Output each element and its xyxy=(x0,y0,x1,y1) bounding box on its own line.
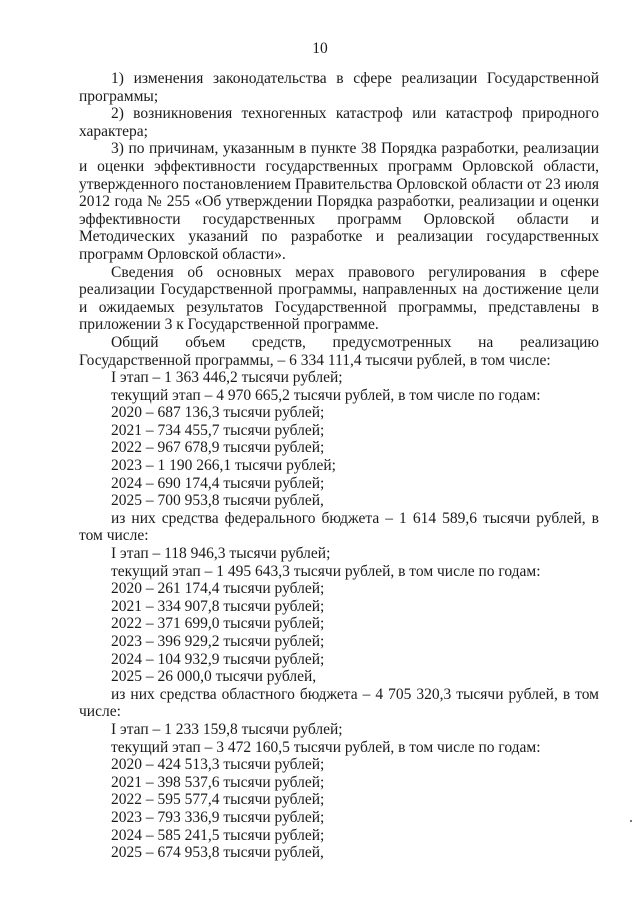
federal-year-2023: 2023 – 396 929,2 тысячи рублей; xyxy=(111,633,325,650)
regional-year-2025: 2025 – 674 953,8 тысячи рублей, xyxy=(111,844,324,862)
total-year-2024: 2024 – 690 174,4 тысячи рублей; xyxy=(111,474,325,492)
scan-speck xyxy=(630,820,632,822)
paragraph-legislation-changes: 1) изменения законодательства в сфере реализации Государственной программы; xyxy=(79,70,599,105)
regional-year-2022: 2022 – 595 577,4 тысячи рублей; xyxy=(111,791,325,809)
federal-current-stage: текущий этап – 1 495 643,3 тысячи рублей, в том числе по годам: xyxy=(111,562,541,580)
page-number: 10 xyxy=(312,40,328,57)
federal-year-2024: 2024 – 104 932,9 тысячи рублей; xyxy=(111,650,325,668)
total-year-2021: 2021 – 734 455,7 тысячи рублей; xyxy=(111,421,325,439)
regional-budget-intro: из них средства областного бюджета – 4 705 320,3 тысячи рублей, в том числе: xyxy=(79,685,599,721)
total-stage1: I этап – 1 363 446,2 тысячи рублей; xyxy=(111,369,343,387)
federal-year-2025: 2025 – 26 000,0 тысячи рублей, xyxy=(111,668,317,686)
federal-year-2020: 2020 – 261 174,4 тысячи рублей; xyxy=(111,580,325,598)
total-current-stage: текущий этап – 4 970 665,2 тысячи рублей, в том числе по годам: xyxy=(111,386,541,404)
regional-year-2021: 2021 – 398 537,6 тысячи рублей; xyxy=(111,773,325,791)
federal-year-2021: 2021 – 334 907,8 тысячи рублей; xyxy=(111,597,325,615)
paragraph-total-funding: Общий объем средств, предусмотренных на реализацию Государственной программы, – 6 334 111,4 тысячи рублей, в том числе: xyxy=(79,333,599,369)
regional-year-2023: 2023 – 793 336,9 тысячи рублей; xyxy=(111,808,325,826)
page-content xyxy=(79,70,599,862)
paragraph-catastrophes: 2) возникновения техногенных катастроф или катастроф природного характера; xyxy=(79,105,599,140)
federal-year-2022: 2022 – 371 699,0 тысячи рублей; xyxy=(111,615,325,633)
total-year-2025: 2025 – 700 953,8 тысячи рублей, xyxy=(111,492,324,510)
federal-stage1: I этап – 118 946,3 тысячи рублей; xyxy=(111,545,331,563)
paragraph-legal-regulation: Сведения об основных мерах правового регулирования в сфере реализации Государственной программы, направленных на достижение цели и ожидаемых результатов Государственной программы, представлены в приложении 3 к Государственной программе. xyxy=(79,263,599,334)
total-year-2022: 2022 – 967 678,9 тысячи рублей; xyxy=(111,439,325,457)
regional-year-2024: 2024 – 585 241,5 тысячи рублей; xyxy=(111,826,325,844)
regional-stage1: I этап – 1 233 159,8 тысячи рублей; xyxy=(111,720,343,738)
federal-budget-intro: из них средства федерального бюджета – 1 614 589,6 тысячи рублей, в том числе: xyxy=(79,509,599,545)
regional-year-2020: 2020 – 424 513,3 тысячи рублей; xyxy=(111,756,325,774)
paragraph-procedure-reasons: 3) по причинам, указанным в пункте 38 Порядка разработки, реализации и оценки эффективности государственных программ Орловской области, утвержденного постановлением Правительства Орловской области от 23 июля 2012 года № 255 «Об утверждении Порядка разработки, реализации и оценки эффективности государственных программ Орловской области и Методических указаний по разработке и реализации государственных программ Орловской области». xyxy=(79,140,599,263)
total-year-2023: 2023 – 1 190 266,1 тысячи рублей; xyxy=(111,457,336,475)
regional-current-stage: текущий этап – 3 472 160,5 тысячи рублей, в том числе по годам: xyxy=(111,738,541,756)
total-year-2020: 2020 – 687 136,3 тысячи рублей; xyxy=(111,404,325,422)
